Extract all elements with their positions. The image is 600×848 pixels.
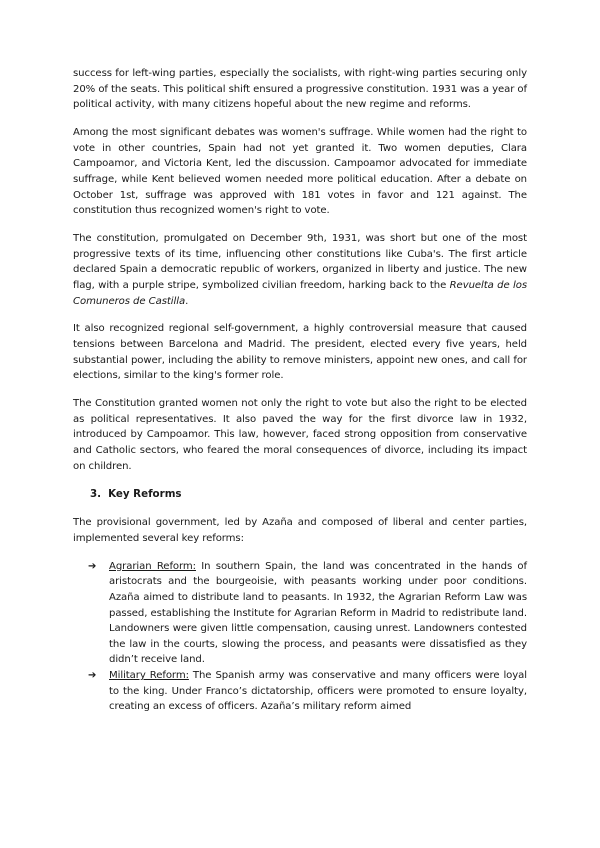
section-number: 3. <box>90 487 102 500</box>
reform-title-military: Military Reform: <box>109 669 189 681</box>
paragraph-constitution <box>73 231 527 309</box>
paragraph-regional-government: It also recognized regional self-government, a highly controversial measure that caused tensions between Barcelona and Madrid. The president, elected every five years, held substantial power, including the ability to remove ministers, appoint new ones, and call for elections, similar to the king's former role. <box>73 323 527 382</box>
paragraph-reforms-intro: The provisional government, led by Azaña and composed of liberal and center parties, implemented several key reforms: <box>73 517 527 544</box>
paragraph-constitution-text: The constitution, promulgated on December 9th, 1931, was short but one of the most progressive texts of its time, influencing other constitutions like Cuba's. The first article declared Spain a democratic republic of workers, organized in liberty and justice. The new flag, with a purple stripe, symbolized civilian freedom, harking back to the <box>73 233 527 291</box>
reform-text-agrarian: In southern Spain, the land was concentrated in the hands of aristocrats and the bourgeoisie, with peasants working under poor conditions. Azaña aimed to distribute land to peasants. In 1932, the Agrarian Reform Law was passed, establishing the Institute for Agrarian Reform in Madrid to redistribute land. Landowners were given little compensation, causing unrest. Landowners contested the law in the courts, slowing the process, and peasants were dissatisfied as they didn’t receive land. <box>109 560 528 666</box>
list-item-agrarian-reform <box>88 559 527 668</box>
paragraph-constitution-italic: Revuelta de los Comuneros de Castilla <box>73 279 527 307</box>
section-title: Key Reforms <box>108 487 182 500</box>
document-page <box>73 66 527 715</box>
paragraph-divorce-law: The Constitution granted women not only the right to vote but also the right to be elected as political representatives. It also paved the way for the first divorce law in 1932, introduced by Campoamor. This law, however, faced strong opposition from conservative and Catholic sectors, who feared the moral consequences of divorce, including its impact on children. <box>73 398 527 472</box>
paragraph-womens-suffrage: Among the most significant debates was women's suffrage. While women had the right to vote in other countries, Spain had not yet granted it. Two women deputies, Clara Campoamor, and Victoria Kent, led the discussion. Campoamor advocated for immediate suffrage, while Kent believed women needed more political education. After a debate on October 1st, suffrage was approved with 181 votes in favor and 121 against. The constitution thus recognized women's right to vote. <box>73 127 527 217</box>
reforms-list <box>73 559 527 715</box>
section-heading <box>90 487 527 503</box>
list-item-military-reform <box>88 668 527 715</box>
reform-title-agrarian: Agrarian Reform: <box>109 560 196 572</box>
paragraph-constitution-end: . <box>185 295 189 307</box>
arrow-bullet-icon: ➔ <box>88 669 97 681</box>
arrow-bullet-icon: ➔ <box>88 560 97 572</box>
reform-text-military: The Spanish army was conservative and many officers were loyal to the king. Under Franco’s dictatorship, officers were promoted to ensure loyalty, creating an excess of officers. Azaña’s military reform aimed <box>109 669 527 713</box>
paragraph-election-results: success for left-wing parties, especially the socialists, with right-wing parties securing only 20% of the seats. This political shift ensured a progressive constitution. 1931 was a year of political activity, with many citizens hopeful about the new regime and reforms. <box>73 68 527 111</box>
